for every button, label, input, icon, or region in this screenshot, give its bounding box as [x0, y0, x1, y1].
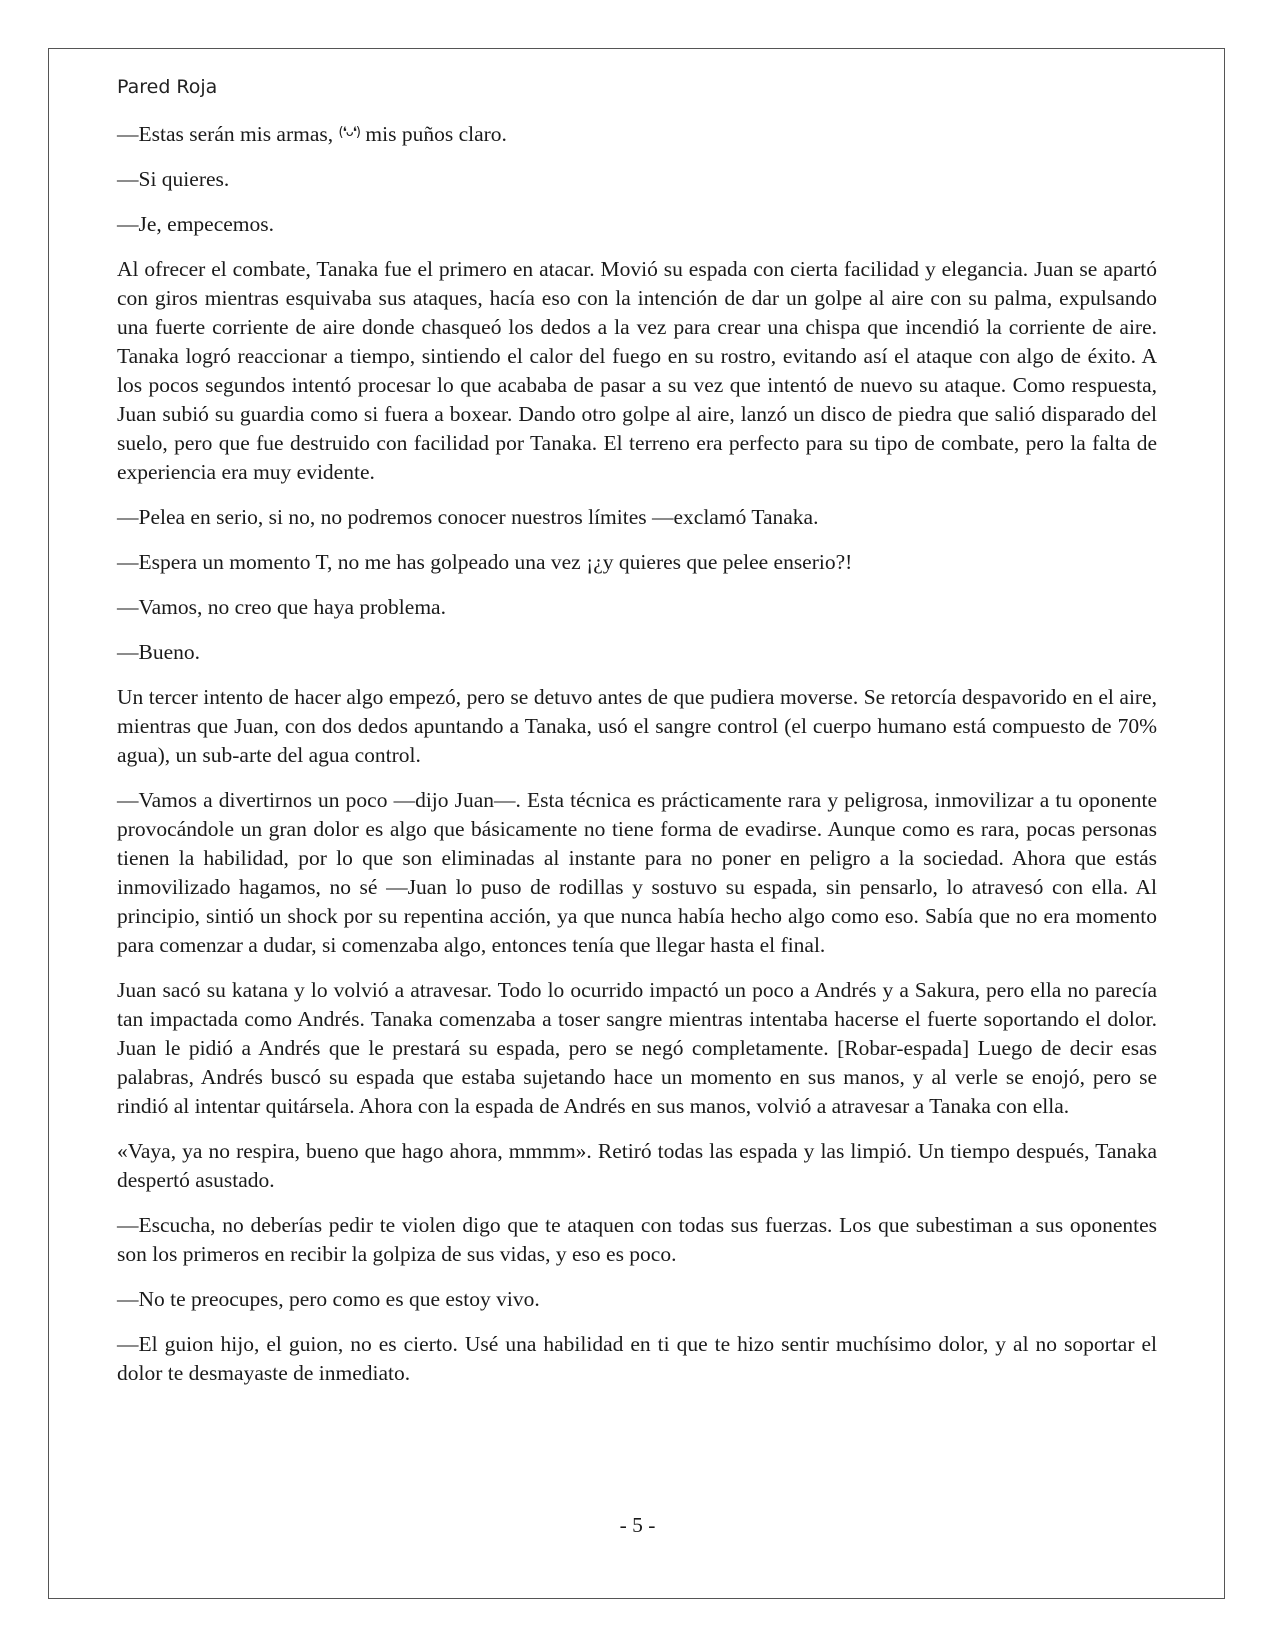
dialogue-paragraph: —Bueno.	[117, 640, 201, 664]
dialogue-text-after-emoticon: mis puños claro.	[360, 122, 507, 146]
narrative-paragraph: Un tercer intento de hacer algo empezó, pero se detuvo antes de que pudiera moverse. Se retorcía despavorido en el aire, mientras que Juan, con dos dedos apuntando a Tanaka, usó el sangre control (el cuerpo humano está compuesto de 70% agua), un sub-arte del agua control.	[117, 685, 1157, 767]
narrative-paragraph: «Vaya, ya no respira, bueno que hago ahora, mmmm». Retiró todas las espada y las limpió. Un tiempo después, Tanaka despertó asustado.	[117, 1139, 1157, 1192]
running-header-title: Pared Roja	[117, 76, 218, 98]
dialogue-paragraph: —No te preocupes, pero como es que estoy vivo.	[117, 1287, 540, 1311]
dialogue-paragraph: —Je, empecemos.	[117, 212, 275, 236]
smiley-emoticon: (❛ᴗ❛)	[338, 125, 361, 140]
dialogue-paragraph: —Vamos, no creo que haya problema.	[117, 595, 446, 619]
dialogue-paragraph: —El guion hijo, el guion, no es cierto. Usé una habilidad en ti que te hizo sentir muchísimo dolor, y al no soportar el dolor te desmayaste de inmediato.	[117, 1332, 1157, 1385]
page-frame-left-border	[48, 48, 49, 1598]
dialogue-paragraph: —Si quieres.	[117, 167, 230, 191]
dialogue-paragraph: —Pelea en serio, si no, no podremos conocer nuestros límites —exclamó Tanaka.	[117, 505, 819, 529]
narrative-paragraph: Juan sacó su katana y lo volvió a atravesar. Todo lo ocurrido impactó un poco a Andrés y a Sakura, pero ella no parecía tan impactada como Andrés. Tanaka comenzaba a toser sangre mientras intentaba hacerse el fuerte soportando el dolor. Juan le pidió a Andrés que le prestará su espada, pero se negó completamente. [Robar-espada] Luego de decir esas palabras, Andrés buscó su espada que estaba sujetando hace un momento en sus manos, y al verle se enojó, pero se rindió al intentar quitársela. Ahora con la espada de Andrés en sus manos, volvió a atravesar a Tanaka con ella.	[117, 978, 1157, 1118]
narrative-paragraph: Al ofrecer el combate, Tanaka fue el primero en atacar. Movió su espada con cierta facilidad y elegancia. Juan se apartó con giros mientras esquivaba sus ataques, hacía eso con la intención de dar un golpe al aire con su palma, expulsando una fuerte corriente de aire donde chasqueó los dedos a la vez para crear una chispa que incendió la corriente de aire. Tanaka logró reaccionar a tiempo, sintiendo el calor del fuego en su rostro, evitando así el ataque con algo de éxito. A los pocos segundos intentó procesar lo que acababa de pasar a su vez que intentó de nuevo su ataque. Como respuesta, Juan subió su guardia como si fuera a boxear. Dando otro golpe al aire, lanzó un disco de piedra que salió disparado del suelo, pero que fue destruido con facilidad por Tanaka. El terreno era perfecto para su tipo de combate, pero la falta de experiencia era muy evidente.	[117, 257, 1157, 484]
page-frame-bottom-border	[48, 1598, 1225, 1599]
page-frame-top-border	[48, 48, 1225, 49]
page-number: - 5 -	[619, 1513, 656, 1537]
page-body-text	[117, 118, 1157, 1404]
dialogue-text-before-emoticon: —Estas serán mis armas,	[117, 122, 339, 146]
dialogue-paragraph: —Escucha, no deberías pedir te violen digo que te ataquen con todas sus fuerzas. Los que subestiman a sus oponentes son los primeros en recibir la golpiza de sus vidas, y eso es poco.	[117, 1213, 1157, 1266]
dialogue-paragraph	[117, 118, 1157, 149]
dialogue-paragraph: —Espera un momento T, no me has golpeado una vez ¡¿y quieres que pelee enserio?!	[117, 550, 853, 574]
dialogue-paragraph: —Vamos a divertirnos un poco —dijo Juan—. Esta técnica es prácticamente rara y peligrosa, inmovilizar a tu oponente provocándole un gran dolor es algo que básicamente no tiene forma de evadirse. Aunque como es rara, pocas personas tienen la habilidad, por lo que son eliminadas al instante para no poner en peligro a la sociedad. Ahora que estás inmovilizado hagamos, no sé —Juan lo puso de rodillas y sostuvo su espada, sin pensarlo, lo atravesó con ella. Al principio, sintió un shock por su repentina acción, ya que nunca había hecho algo como eso. Sabía que no era momento para comenzar a dudar, si comenzaba algo, entonces tenía que llegar hasta el final.	[117, 788, 1157, 957]
page-frame-right-border	[1224, 48, 1225, 1598]
